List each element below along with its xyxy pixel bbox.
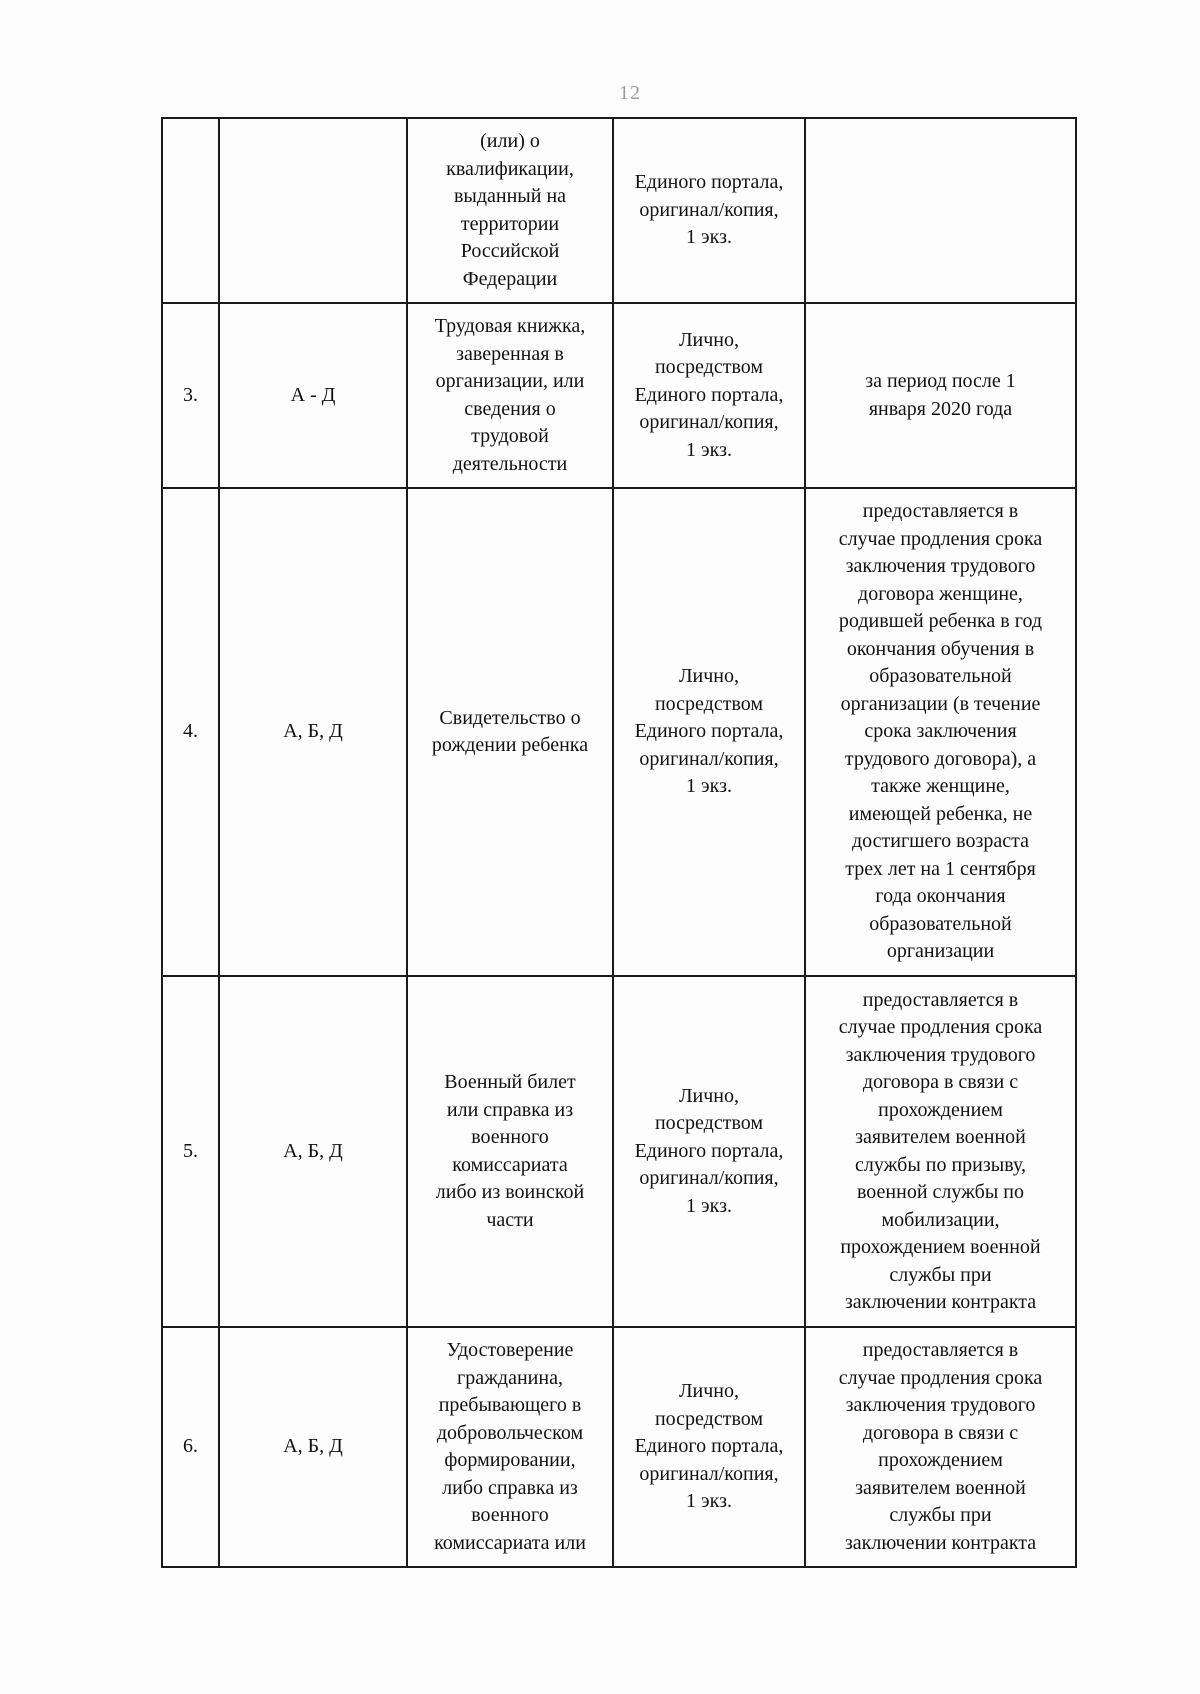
categories-cell: А, Б, Д — [219, 976, 407, 1327]
note-cell: предоставляется в случае продления срока заключения трудового договора в связи с прохождением заявителем военной службы по призыву, военной службы по мобилизации, прохождением военной службы при заключении контракта — [805, 976, 1076, 1327]
document-name-cell: (или) о квалификации, выданный на территории Российской Федерации — [407, 118, 613, 303]
submission-method-cell: Лично, посредством Единого портала, оригинал/копия, 1 экз. — [613, 1327, 805, 1567]
table-row — [162, 976, 1076, 1327]
categories-cell: А, Б, Д — [219, 488, 407, 976]
row-number-cell: 4. — [162, 488, 219, 976]
document-name-cell: Военный билет или справка из военного комиссариата либо из воинской части — [407, 976, 613, 1327]
note-cell: за период после 1 января 2020 года — [805, 303, 1076, 488]
document-name-cell: Свидетельство о рождении ребенка — [407, 488, 613, 976]
table-row — [162, 488, 1076, 976]
row-number-cell: 5. — [162, 976, 219, 1327]
note-cell: предоставляется в случае продления срока заключения трудового договора в связи с прохождением заявителем военной службы при заключении контракта — [805, 1327, 1076, 1567]
submission-method-cell: Лично, посредством Единого портала, оригинал/копия, 1 экз. — [613, 976, 805, 1327]
categories-cell: А - Д — [219, 303, 407, 488]
document-name-cell: Удостоверение гражданина, пребывающего в добровольческом формировании, либо справка из военного комиссариата или — [407, 1327, 613, 1567]
table-row — [162, 118, 1076, 303]
table-row — [162, 303, 1076, 488]
submission-method-cell: Лично, посредством Единого портала, оригинал/копия, 1 экз. — [613, 303, 805, 488]
submission-method-cell: Лично, посредством Единого портала, оригинал/копия, 1 экз. — [613, 488, 805, 976]
submission-method-cell: Единого портала, оригинал/копия, 1 экз. — [613, 118, 805, 303]
row-number-cell — [162, 118, 219, 303]
page-number: 12 — [619, 82, 641, 104]
note-cell — [805, 118, 1076, 303]
row-number-cell: 6. — [162, 1327, 219, 1567]
documents-table — [161, 117, 1077, 1568]
note-cell: предоставляется в случае продления срока заключения трудового договора женщине, родившей ребенка в год окончания обучения в образовательной организации (в течение срока заключения трудового договора), а также женщине, имеющей ребенка, не достигшего возраста трех лет на 1 сентября года окончания образовательной организации — [805, 488, 1076, 976]
table-row — [162, 1327, 1076, 1567]
categories-cell — [219, 118, 407, 303]
row-number-cell: 3. — [162, 303, 219, 488]
document-name-cell: Трудовая книжка, заверенная в организации, или сведения о трудовой деятельности — [407, 303, 613, 488]
categories-cell: А, Б, Д — [219, 1327, 407, 1567]
